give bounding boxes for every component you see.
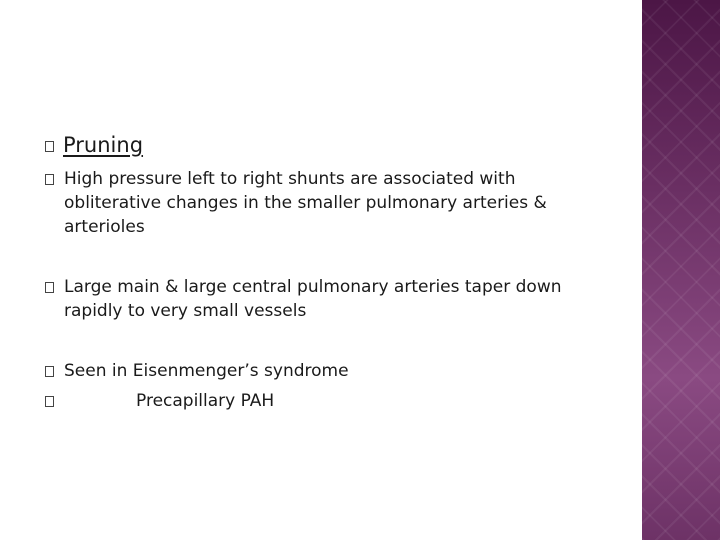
bullet-1-line-3: arterioles <box>64 217 145 237</box>
slide-heading: Pruning <box>63 133 144 157</box>
bullet-1-line-1: High pressure left to right shunts are associated with <box>64 169 516 189</box>
decorative-side-band <box>642 0 720 540</box>
bullet-2-line-2: rapidly to very small vessels <box>64 301 307 321</box>
bullet-3-line-1: Seen in Eisenmenger’s syndrome <box>64 361 349 381</box>
bullet-1-line-2: obliterative changes in the smaller pulmonary arteries & <box>64 193 547 213</box>
bullet-box-icon <box>45 366 54 377</box>
bullet-4-line-1: Precapillary PAH <box>136 391 275 411</box>
bullet-box-icon <box>45 282 54 293</box>
bullet-box-icon <box>45 174 54 185</box>
bullet-box-icon <box>45 141 54 152</box>
bullet-box-icon <box>45 396 54 407</box>
bullet-2-line-1: Large main & large central pulmonary arteries taper down <box>64 277 562 297</box>
